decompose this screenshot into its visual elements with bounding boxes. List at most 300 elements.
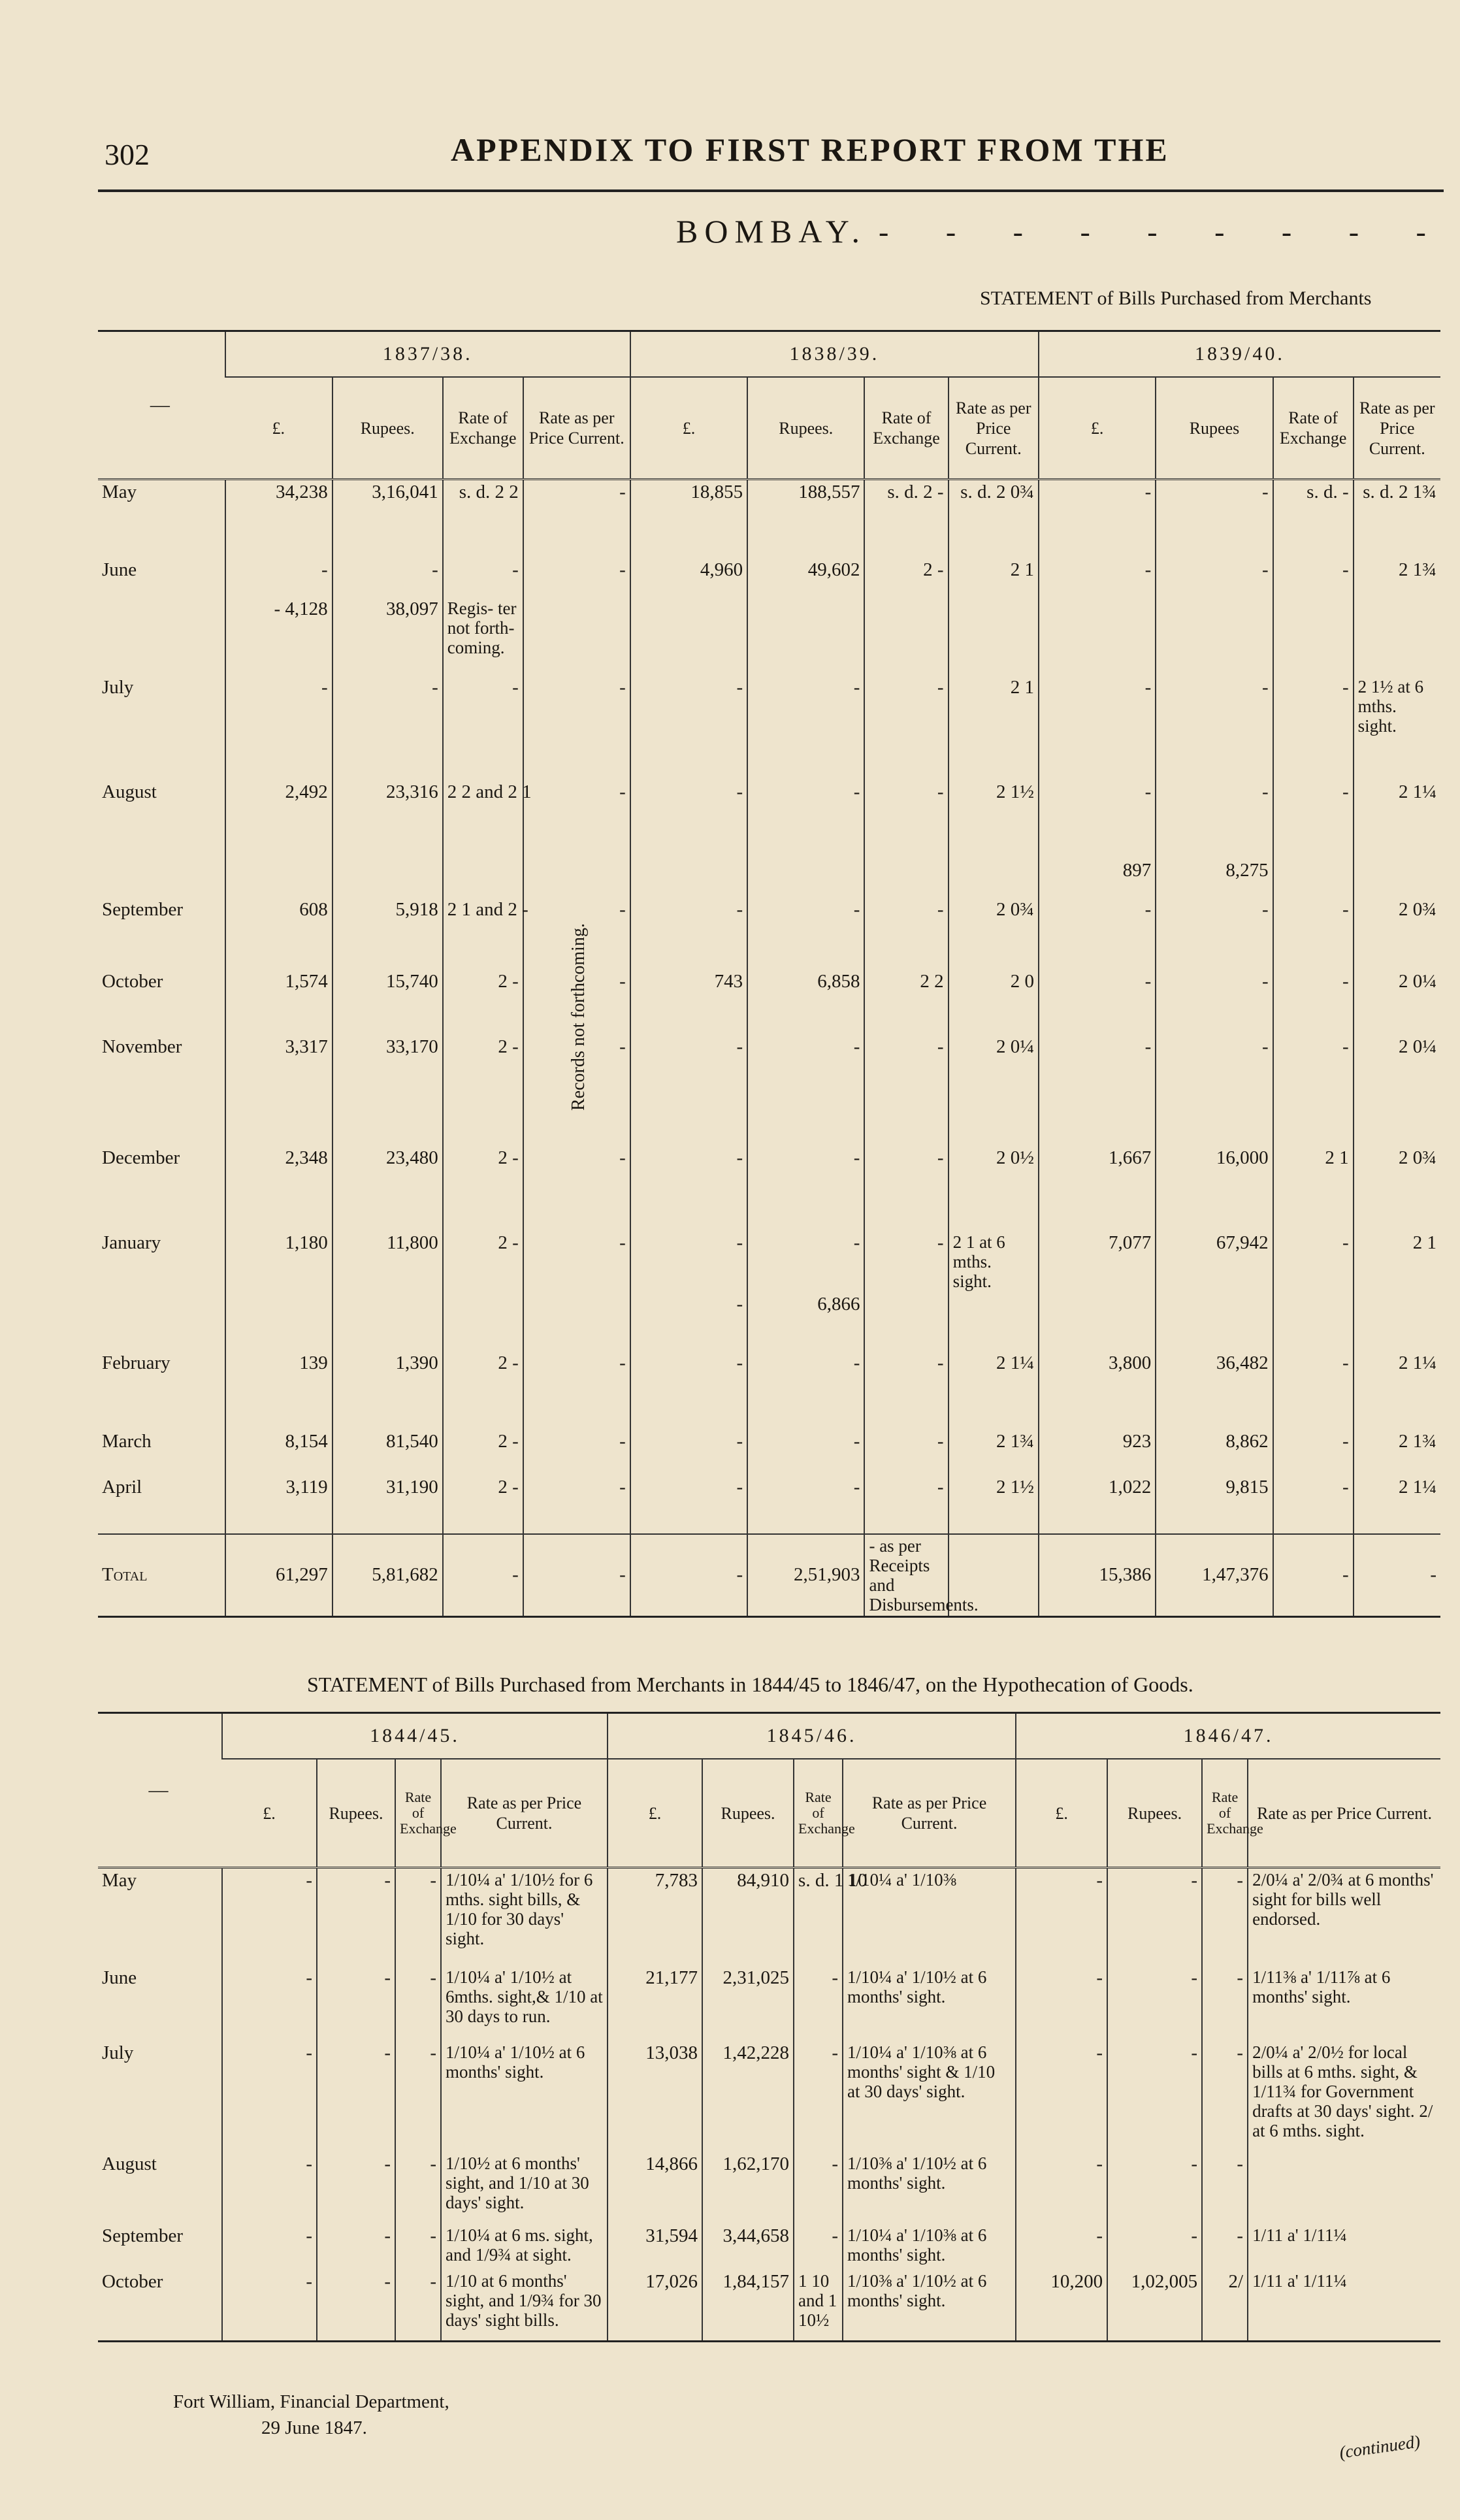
total-cell: - [1354, 1534, 1440, 1617]
table-cell: 15,740 [333, 970, 443, 1035]
table-cell: 3,800 [1039, 1351, 1156, 1430]
table-cell: - [523, 1475, 630, 1534]
table-cell: - [317, 2270, 395, 2342]
table-cell: 2 1 [949, 558, 1039, 597]
table-cell: - [1039, 898, 1156, 970]
table-row [98, 2041, 1440, 2152]
table-cell: 1,574 [225, 970, 333, 1035]
table-cell [225, 1292, 333, 1351]
table-cell: - [225, 558, 333, 597]
table-cell: 6,866 [747, 1292, 864, 1351]
table-cell: - [1273, 558, 1354, 597]
table-cell: - [523, 970, 630, 1035]
table-cell: - [1273, 970, 1354, 1035]
table-cell: 1/10⅜ a' 1/10½ at 6 months' sight. [843, 2152, 1016, 2224]
year-header-row [98, 1713, 1440, 1759]
table-cell: 8,862 [1156, 1430, 1273, 1475]
total-cell: - [443, 1534, 523, 1617]
table-cell: - [747, 780, 864, 859]
table-cell: - [1016, 1868, 1107, 1966]
table-cell: - [1107, 1966, 1202, 2041]
table-cell: 2/ [1202, 2270, 1248, 2342]
table-cell: - [747, 1430, 864, 1475]
table-cell: - [1202, 2041, 1248, 2152]
table-cell [949, 859, 1039, 898]
table-cell: 7,077 [1039, 1231, 1156, 1292]
table-cell: Regis- ter not forth- coming. [443, 597, 523, 676]
table-cell: 1/10¼ a' 1/10⅜ at 6 months' sight. [843, 2224, 1016, 2270]
table-cell: 1/10¼ a' 1/10½ at 6 months' sight. [843, 1966, 1016, 2041]
table-cell: 2 - [864, 558, 948, 597]
table-cell: - [747, 676, 864, 780]
table-cell [523, 1292, 630, 1351]
table-cell: 2 - [443, 1475, 523, 1534]
column-header: Rate as per Price Current. [949, 377, 1039, 480]
total-cell: 61,297 [225, 1534, 333, 1617]
table-cell: - [1039, 480, 1156, 558]
total-row [98, 1534, 1440, 1617]
table-cell: - [333, 558, 443, 597]
table-cell: - [523, 480, 630, 558]
table-cell: - [1156, 1035, 1273, 1146]
table-cell: 2 1 at 6 mths. sight. [949, 1231, 1039, 1292]
table-cell: - [1039, 676, 1156, 780]
table-cell: 2 0¼ [1354, 970, 1440, 1035]
page-number: 302 [105, 138, 150, 171]
table-cell: - [630, 1430, 747, 1475]
table-row [98, 859, 1440, 898]
table-row [98, 2152, 1440, 2224]
table-cell: s. d. 2 0¾ [949, 480, 1039, 558]
statement1-heading: STATEMENT of Bills Purchased from Merchants [980, 287, 1372, 309]
month-label [98, 1292, 225, 1351]
table-cell: 34,238 [225, 480, 333, 558]
table-cell [864, 859, 948, 898]
table-cell: - [794, 2041, 843, 2152]
table-cell: 1,84,157 [702, 2270, 794, 2342]
table-cell: - [395, 2224, 441, 2270]
table-cell: 3,44,658 [702, 2224, 794, 2270]
table-cell: - 4,128 [225, 597, 333, 676]
table-cell: 23,480 [333, 1146, 443, 1231]
table-cell: 2 2 and 2 1 [443, 780, 523, 859]
table-cell: 2 1 and 2 - [443, 898, 523, 970]
table-cell: s. d. 2 1¾ [1354, 480, 1440, 558]
table-cell: 2 1½ [949, 780, 1039, 859]
table-cell: 2 2 [864, 970, 948, 1035]
table-cell: - [333, 676, 443, 780]
table-cell: 1/10¼ at 6 ms. sight, and 1/9¾ at sight. [441, 2224, 608, 2270]
table-cell: 2 0¾ [949, 898, 1039, 970]
table-row [98, 970, 1440, 1035]
table-cell: - [630, 1475, 747, 1534]
table-cell: 1/10 at 6 months' sight, and 1/9¾ for 30 days' sight bills. [441, 2270, 608, 2342]
table-cell: 4,960 [630, 558, 747, 597]
table-cell: 2 1¼ [1354, 1475, 1440, 1534]
table-cell: 1/10⅜ a' 1/10½ at 6 months' sight. [843, 2270, 1016, 2342]
table-cell: - [864, 1231, 948, 1292]
table-cell: 5,918 [333, 898, 443, 970]
table-cell: - [630, 1035, 747, 1146]
corner-cell: — [98, 331, 225, 480]
table-cell: - [523, 1351, 630, 1430]
table-cell: - [864, 1035, 948, 1146]
table-row [98, 898, 1440, 970]
table-cell: - [747, 898, 864, 970]
table-cell: 1/11 a' 1/11¼ [1248, 2270, 1440, 2342]
table-cell: - [1156, 898, 1273, 970]
table-cell: 1/10¼ a' 1/10½ for 6 mths. sight bills, & 1/10 for 30 days' sight. [441, 1868, 608, 1966]
table-cell: - [523, 558, 630, 597]
month-label: June [102, 1967, 137, 1988]
table-row [98, 1475, 1440, 1534]
table-cell: - [1156, 676, 1273, 780]
table-cell [949, 597, 1039, 676]
table-cell: s. d. 1 10 [794, 1868, 843, 1966]
statement2-heading: STATEMENT of Bills Purchased from Merchants in 1844/45 to 1846/47, on the Hypothecation of Goods. [307, 1673, 1193, 1696]
table-cell: - [1202, 2152, 1248, 2224]
column-header: Rupees [1156, 377, 1273, 480]
table-cell: 7,783 [608, 1868, 702, 1966]
table-cell: s. d. 2 - [864, 480, 948, 558]
month-label: December [102, 1147, 180, 1168]
column-header: Rate of Exchange [1202, 1759, 1248, 1868]
table-row [98, 558, 1440, 597]
table-row [98, 1292, 1440, 1351]
table-cell: - [523, 1231, 630, 1292]
table-cell: - [523, 898, 630, 970]
table-cell: 13,038 [608, 2041, 702, 2152]
column-header: Rate of Exchange [395, 1759, 441, 1868]
table-cell: 81,540 [333, 1430, 443, 1475]
table-cell: 2,348 [225, 1146, 333, 1231]
month-label [98, 859, 225, 898]
year-header: 1844/45. [222, 1713, 608, 1759]
year-header-row [98, 331, 1440, 378]
table-cell [747, 597, 864, 676]
table-cell: - [317, 2041, 395, 2152]
table-row [98, 2224, 1440, 2270]
column-header: Rate as per Price Current. [1354, 377, 1440, 480]
table-cell: - [864, 1351, 948, 1430]
table-cell [1039, 597, 1156, 676]
month-label: May [102, 482, 137, 502]
table-cell: 36,482 [1156, 1351, 1273, 1430]
table-cell: - [747, 1351, 864, 1430]
table-cell: 1,022 [1039, 1475, 1156, 1534]
month-label: June [102, 559, 137, 580]
table-cell [333, 859, 443, 898]
table-cell: 2 - [443, 970, 523, 1035]
month-label: August [102, 781, 157, 802]
table-cell: 38,097 [333, 597, 443, 676]
table-cell: - [1039, 558, 1156, 597]
table-cell: 2 1¼ [949, 1351, 1039, 1430]
table-cell: 188,557 [747, 480, 864, 558]
table-cell: 2 0¼ [949, 1035, 1039, 1146]
table-cell: 2 0½ [949, 1146, 1039, 1231]
table-cell: - [1016, 2152, 1107, 2224]
table-cell: - [1016, 2041, 1107, 2152]
table-cell [1039, 1292, 1156, 1351]
table-cell: 33,170 [333, 1035, 443, 1146]
records-note: Records not forthcoming. [568, 923, 589, 1111]
table-cell: 2 1½ at 6 mths. sight. [1354, 676, 1440, 780]
table-cell: - [1039, 970, 1156, 1035]
table-cell: - [1107, 1868, 1202, 1966]
table-cell [443, 859, 523, 898]
month-label: February [102, 1352, 170, 1373]
table-cell: 2 1¼ [1354, 780, 1440, 859]
month-label: July [102, 676, 134, 698]
table-cell: - [222, 1868, 317, 1966]
table-cell: 21,177 [608, 1966, 702, 2041]
column-header: Rupees. [747, 377, 864, 480]
year-header: 1846/47. [1016, 1713, 1440, 1759]
table-cell: - [395, 2270, 441, 2342]
table-cell: 608 [225, 898, 333, 970]
month-label: July [102, 2042, 134, 2063]
year-header: 1838/39. [630, 331, 1039, 378]
table-cell: 139 [225, 1351, 333, 1430]
table-cell: - [395, 2041, 441, 2152]
table-cell: - [317, 1868, 395, 1966]
year-header: 1839/40. [1039, 331, 1440, 378]
table-cell: 8,275 [1156, 859, 1273, 898]
table-cell: 2 0¾ [1354, 898, 1440, 970]
table-cell: 2/0¼ a' 2/0½ for local bills at 6 mths. sight, & 1/11¾ for Government drafts at 30 days' sight. 2/ at 6 mths. sight. [1248, 2041, 1440, 2152]
month-label [98, 597, 225, 676]
month-label: May [102, 1870, 137, 1891]
table-cell: 1 10 and 1 10½ [794, 2270, 843, 2342]
table-cell: 17,026 [608, 2270, 702, 2342]
table-cell: 31,190 [333, 1475, 443, 1534]
table-cell: - [630, 898, 747, 970]
table-cell: - [1039, 780, 1156, 859]
continued-note: (continued) [1338, 2431, 1421, 2463]
table-cell: - [747, 1035, 864, 1146]
table-cell: 1,42,228 [702, 2041, 794, 2152]
table-cell: 1,390 [333, 1351, 443, 1430]
table-cell: - [1273, 1430, 1354, 1475]
table-cell: - [222, 2041, 317, 2152]
table-cell: 18,855 [630, 480, 747, 558]
table-cell: - [1273, 898, 1354, 970]
table-cell: 11,800 [333, 1231, 443, 1292]
table-cell: 3,16,041 [333, 480, 443, 558]
total-cell: 15,386 [1039, 1534, 1156, 1617]
table-row [98, 1231, 1440, 1292]
table-cell: - [395, 1868, 441, 1966]
total-cell: - as per Receipts and Disbursements. [864, 1534, 948, 1617]
table-cell: - [864, 898, 948, 970]
table-cell: 31,594 [608, 2224, 702, 2270]
table-cell: - [864, 780, 948, 859]
total-cell: 1,47,376 [1156, 1534, 1273, 1617]
table-cell [1354, 1292, 1440, 1351]
total-label: Total [98, 1534, 225, 1617]
corner-cell: — [98, 1713, 222, 1868]
table-cell: - [523, 1430, 630, 1475]
table-cell [1156, 597, 1273, 676]
column-header: Rate as per Price Current. [843, 1759, 1016, 1868]
table-cell: 2 1 [1354, 1231, 1440, 1292]
table-cell: - [1273, 1351, 1354, 1430]
table-cell: 3,119 [225, 1475, 333, 1534]
table-cell: - [443, 676, 523, 780]
table-cell: - [1156, 480, 1273, 558]
column-header: £. [225, 377, 333, 480]
table-cell: - [1039, 1035, 1156, 1146]
table-cell: 2 0 [949, 970, 1039, 1035]
table-cell: - [443, 558, 523, 597]
table-cell: - [864, 1475, 948, 1534]
table-cell: 2,31,025 [702, 1966, 794, 2041]
table-cell: - [864, 1430, 948, 1475]
bills-table-1837-1840 [98, 330, 1440, 1618]
table-cell: 2 1¾ [1354, 558, 1440, 597]
column-header: £. [1039, 377, 1156, 480]
table-cell: 2/0¼ a' 2/0¾ at 6 months' sight for bills well endorsed. [1248, 1868, 1440, 1966]
table-cell: 2 - [443, 1231, 523, 1292]
table-cell [225, 859, 333, 898]
table-row [98, 1966, 1440, 2041]
column-header: Rate of Exchange [1273, 377, 1354, 480]
section-title: BOMBAY. [676, 213, 866, 250]
month-label: August [102, 2153, 157, 2174]
table-cell: 84,910 [702, 1868, 794, 1966]
table-cell: - [523, 1146, 630, 1231]
total-cell: - [630, 1534, 747, 1617]
table-cell: - [395, 2152, 441, 2224]
table-cell: - [794, 2152, 843, 2224]
table-cell: 2 1¼ [1354, 1351, 1440, 1430]
table-cell [747, 859, 864, 898]
table-cell: - [1273, 1231, 1354, 1292]
column-header: Rate as per Price Current. [1248, 1759, 1440, 1868]
table-cell: 2 1½ [949, 1475, 1039, 1534]
table-cell [1156, 1292, 1273, 1351]
table-cell: 2 - [443, 1146, 523, 1231]
table-cell: - [630, 1146, 747, 1231]
table-cell: - [1107, 2041, 1202, 2152]
table-cell: - [630, 1292, 747, 1351]
column-header-row [98, 1759, 1440, 1868]
table-cell: 1/10¼ a' 1/10½ at 6mths. sight,& 1/10 at 30 days to run. [441, 1966, 608, 2041]
section-dashes: - - - - - - - - - [879, 215, 1451, 248]
table-cell: 1/10½ at 6 months' sight, and 1/10 at 30 days' sight. [441, 2152, 608, 2224]
table-cell: - [630, 780, 747, 859]
table-cell: - [794, 1966, 843, 2041]
column-header: Rupees. [1107, 1759, 1202, 1868]
table-cell: - [222, 2152, 317, 2224]
table-cell: 1/11 a' 1/11¼ [1248, 2224, 1440, 2270]
total-cell: - [1273, 1534, 1354, 1617]
month-label: January [102, 1232, 161, 1253]
table-cell: 1,02,005 [1107, 2270, 1202, 2342]
table-cell: 49,602 [747, 558, 864, 597]
table-cell: 2 0¾ [1354, 1146, 1440, 1231]
table-cell [523, 597, 630, 676]
column-header: £. [1016, 1759, 1107, 1868]
table-cell: 1,667 [1039, 1146, 1156, 1231]
table-cell: 2 0¼ [1354, 1035, 1440, 1146]
table-cell: 67,942 [1156, 1231, 1273, 1292]
table-cell: 23,316 [333, 780, 443, 859]
table-cell: 1/10¼ a' 1/10⅜ at 6 months' sight & 1/10 at 30 days' sight. [843, 2041, 1016, 2152]
table-cell: - [864, 676, 948, 780]
table-cell: - [222, 2224, 317, 2270]
table-cell [523, 859, 630, 898]
table-cell: - [317, 2152, 395, 2224]
table-row [98, 1351, 1440, 1430]
table-cell: 897 [1039, 859, 1156, 898]
total-cell: - [523, 1534, 630, 1617]
table-cell: - [864, 1146, 948, 1231]
table-cell: 1/11⅜ a' 1/11⅞ at 6 months' sight. [1248, 1966, 1440, 2041]
table-cell: - [1107, 2152, 1202, 2224]
table-row [98, 597, 1440, 676]
table-cell [1273, 1292, 1354, 1351]
table-cell [1273, 859, 1354, 898]
table-cell: 2,492 [225, 780, 333, 859]
table-cell: 8,154 [225, 1430, 333, 1475]
table-cell: - [523, 780, 630, 859]
table-cell: - [1273, 1475, 1354, 1534]
month-label: April [102, 1476, 142, 1497]
month-label: October [102, 970, 163, 992]
table-cell: - [222, 2270, 317, 2342]
column-header: Rate as per Price Current. [441, 1759, 608, 1868]
table-cell: - [1273, 1035, 1354, 1146]
month-label: March [102, 1430, 152, 1452]
table-cell: 2 1¾ [949, 1430, 1039, 1475]
table-cell: - [1273, 676, 1354, 780]
table-cell: 6,858 [747, 970, 864, 1035]
footer-place: Fort William, Financial Department, [173, 2391, 449, 2412]
table-cell: 2 - [443, 1351, 523, 1430]
column-header: Rupees. [333, 377, 443, 480]
table-cell: - [794, 2224, 843, 2270]
table-cell: - [1016, 2224, 1107, 2270]
table-cell: 1,62,170 [702, 2152, 794, 2224]
column-header-row [98, 377, 1440, 480]
table-cell [630, 859, 747, 898]
table-cell: - [630, 1351, 747, 1430]
table-cell [1248, 2152, 1440, 2224]
table-cell: - [317, 1966, 395, 2041]
table-cell: - [317, 2224, 395, 2270]
column-header: £. [630, 377, 747, 480]
total-cell: 5,81,682 [333, 1534, 443, 1617]
table-cell: - [1202, 1966, 1248, 2041]
total-cell: 2,51,903 [747, 1534, 864, 1617]
table-cell: - [747, 1146, 864, 1231]
table-cell: 2 - [443, 1035, 523, 1146]
table-cell [864, 597, 948, 676]
table-cell: - [1273, 780, 1354, 859]
table-cell: - [1156, 780, 1273, 859]
table-cell: 2 - [443, 1430, 523, 1475]
table-cell: - [747, 1231, 864, 1292]
year-header: 1837/38. [225, 331, 630, 378]
table-cell: 1,180 [225, 1231, 333, 1292]
table-cell: s. d. - [1273, 480, 1354, 558]
table-cell: - [225, 676, 333, 780]
table-cell: 1/10¼ a' 1/10½ at 6 months' sight. [441, 2041, 608, 2152]
table-row [98, 1430, 1440, 1475]
table-cell: 10,200 [1016, 2270, 1107, 2342]
